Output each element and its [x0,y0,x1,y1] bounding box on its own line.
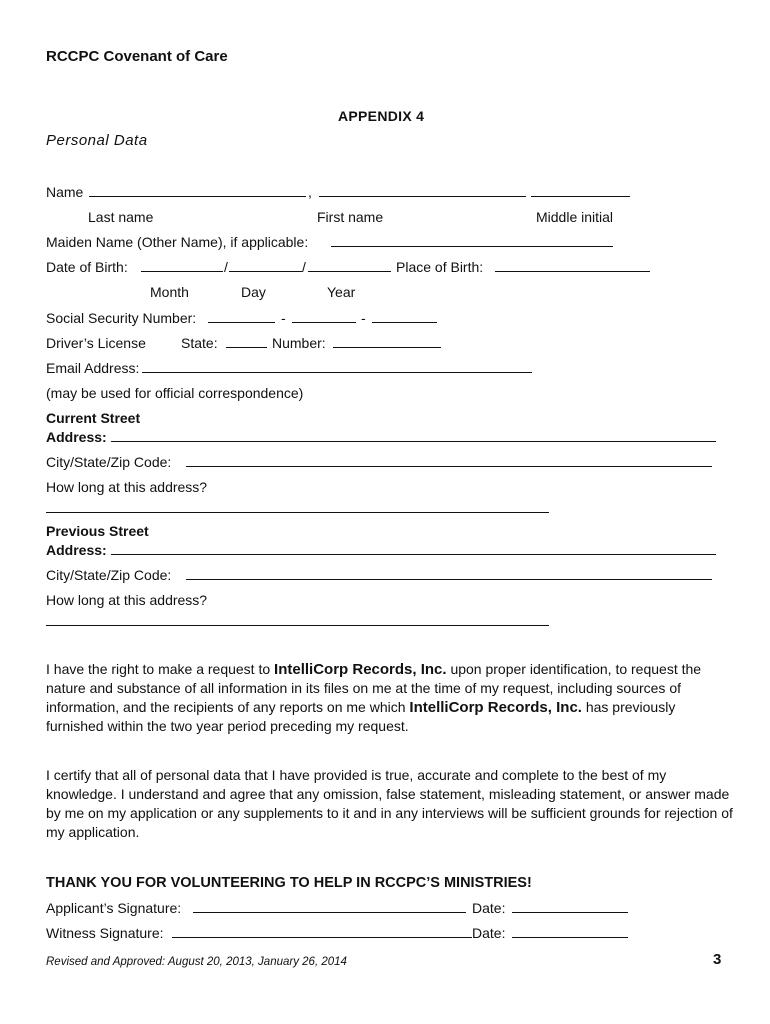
maiden-name-field[interactable] [331,246,613,247]
place-of-birth-field[interactable] [495,271,650,272]
previous-street-field[interactable] [111,554,716,555]
previous-city-state-zip-field[interactable] [186,579,712,580]
previous-street-label-line1: Previous Street [46,523,149,539]
place-of-birth-label: Place of Birth: [396,259,484,275]
dob-label: Date of Birth: [46,259,128,275]
ssn-dash-2: - [361,310,366,326]
dob-slash-1: / [224,259,228,275]
applicant-date-label: Date: [472,900,506,916]
previous-how-long-field[interactable] [46,625,549,626]
applicant-signature-field[interactable] [193,912,466,913]
current-city-state-zip-label: City/State/Zip Code: [46,454,172,470]
applicant-signature-label: Applicant’s Signature: [46,900,182,916]
last-name-field[interactable] [89,196,306,197]
revision-note: Revised and Approved: August 20, 2013, January 26, 2014 [46,956,347,968]
dl-number-label: Number: [272,335,326,351]
rights-paragraph [46,660,736,736]
applicant-date-field[interactable] [512,912,628,913]
company-name-2: IntelliCorp Records, Inc. [409,699,582,716]
dob-year-field[interactable] [308,271,391,272]
year-caption: Year [327,284,356,300]
name-comma: , [308,184,312,200]
maiden-name-label: Maiden Name (Other Name), if applicable: [46,234,309,250]
dl-state-field[interactable] [226,347,267,348]
thank-you-heading: THANK YOU FOR VOLUNTEERING TO HELP IN RCCPC’S MINISTRIES! [46,875,532,891]
previous-street-label-line2: Address: [46,542,107,558]
first-name-caption: First name [317,209,384,225]
section-title: Personal Data [46,132,148,149]
witness-signature-label: Witness Signature: [46,925,164,941]
name-label: Name [46,184,84,200]
rights-text-2: upon proper identification, to request the nature and substance of all information in its files on me at the time of my request, including sources of information, and the recipients of any reports on me which [46,661,702,715]
company-name-1: IntelliCorp Records, Inc. [274,661,447,678]
day-caption: Day [241,284,266,300]
document-title: RCCPC Covenant of Care [46,48,228,65]
dob-month-field[interactable] [141,271,223,272]
witness-date-field[interactable] [512,937,628,938]
witness-date-label: Date: [472,925,506,941]
previous-how-long-label: How long at this address? [46,592,208,608]
current-street-field[interactable] [111,441,716,442]
middle-initial-field[interactable] [531,196,630,197]
previous-city-state-zip-label: City/State/Zip Code: [46,567,172,583]
email-label: Email Address: [46,360,140,376]
dob-day-field[interactable] [229,271,302,272]
last-name-caption: Last name [88,209,154,225]
dob-slash-2: / [302,259,306,275]
ssn-part3-field[interactable] [372,322,437,323]
ssn-dash-1: - [281,310,286,326]
appendix-heading: APPENDIX 4 [338,108,425,124]
current-how-long-label: How long at this address? [46,479,208,495]
middle-initial-caption: Middle initial [536,209,614,225]
email-note: (may be used for official correspondence) [46,385,304,401]
witness-signature-field[interactable] [172,937,472,938]
certification-paragraph: I certify that all of personal data that I have provided is true, accurate and complete to the best of my knowledge. I understand and agree that any omission, false statement, misleading statement, or answer made by me on my application or any supplements to it and in any interviews will be sufficient grounds for rejection of my application. [46,767,733,840]
dl-state-label: State: [181,335,218,351]
drivers-license-label: Driver’s License [46,335,146,351]
page-number: 3 [713,951,722,968]
rights-text-1: I have the right to make a request to [46,661,275,677]
current-city-state-zip-field[interactable] [186,466,712,467]
first-name-field[interactable] [319,196,526,197]
dl-number-field[interactable] [333,347,441,348]
month-caption: Month [150,284,189,300]
ssn-label: Social Security Number: [46,310,197,326]
current-how-long-field[interactable] [46,512,549,513]
ssn-part1-field[interactable] [208,322,275,323]
ssn-part2-field[interactable] [292,322,356,323]
current-street-label-line1: Current Street [46,410,141,426]
email-field[interactable] [142,372,532,373]
rights-text-3: has previously furnished within the two year period preceding my request. [46,699,676,734]
current-street-label-line2: Address: [46,429,107,445]
